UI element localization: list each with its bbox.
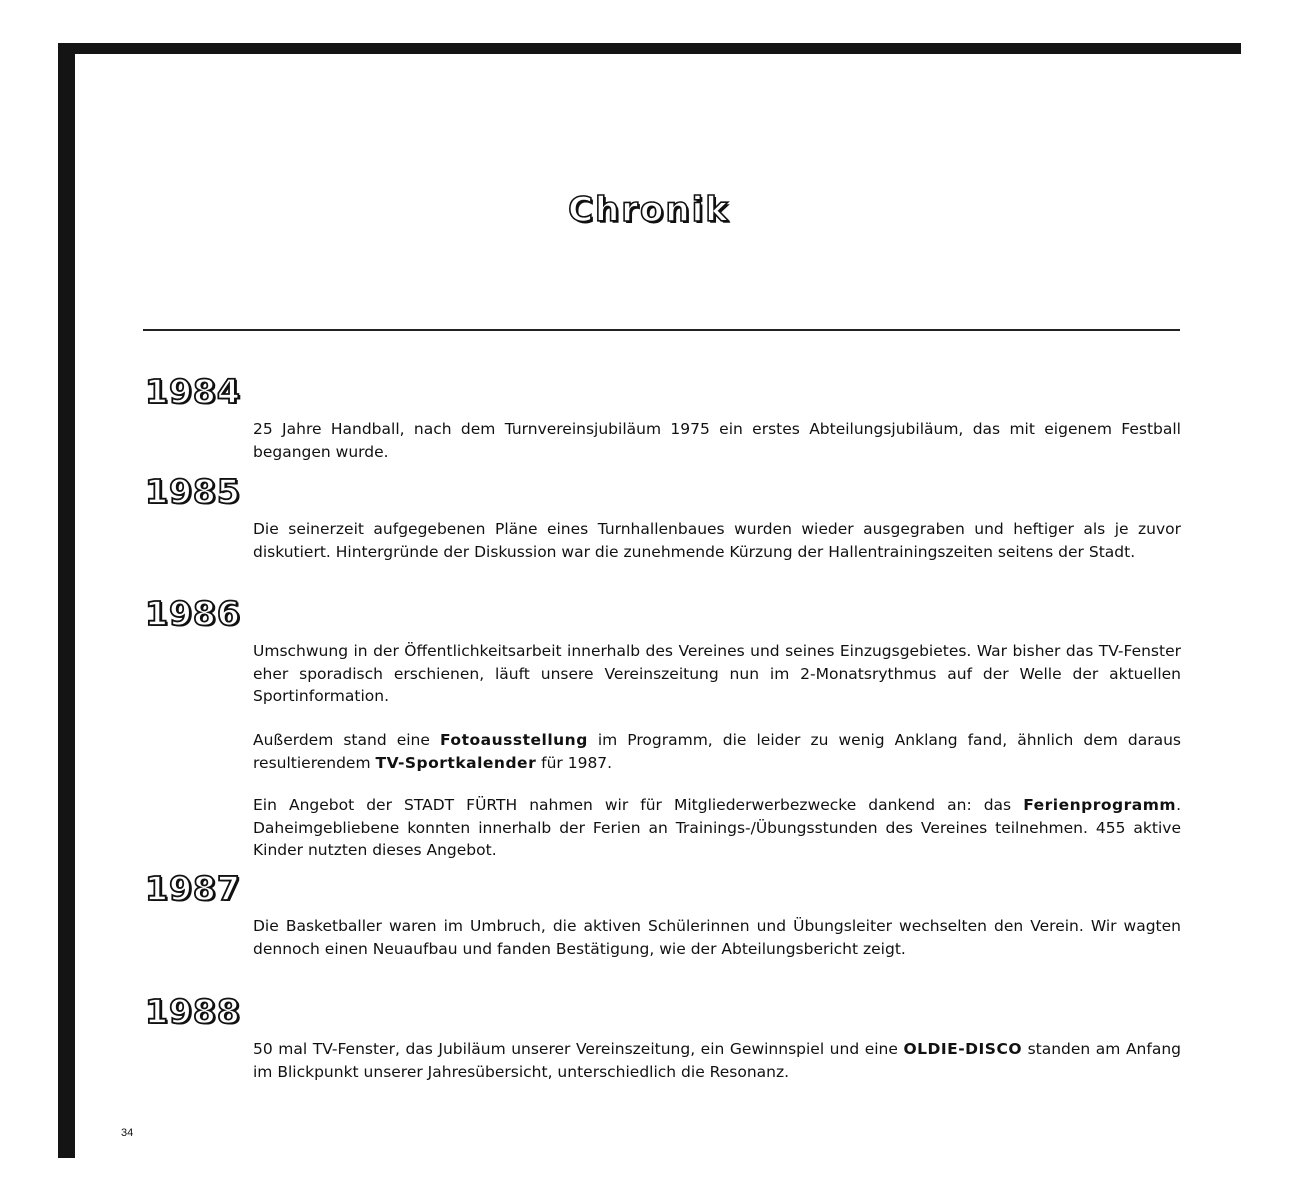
- year-heading-1984: 1984: [145, 372, 241, 411]
- highlight-oldie-disco: OLDIE-DISCO: [903, 1040, 1023, 1058]
- paragraph-1986-2: [253, 729, 1181, 774]
- year-heading-1986: 1986: [145, 594, 241, 633]
- page-title: Chronik: [568, 190, 730, 230]
- text-run: für 1987.: [536, 753, 613, 772]
- year-heading-1985: 1985: [145, 472, 241, 511]
- year-heading-1988: 1988: [145, 992, 241, 1031]
- paragraph-1987: Die Basketballer waren im Umbruch, die aktiven Schülerinnen und Übungsleiter wechselten den Verein. Wir wagten dennoch einen Neuaufbau und fanden Bestätigung, wie der Abteilungsbericht zeigt.: [253, 917, 1181, 958]
- page-frame-top-bar: [72, 43, 1241, 54]
- paragraph-1985: Die seinerzeit aufgegebenen Pläne eines Turnhallenbaues wurden wieder ausgegraben und heftiger als je zuvor diskutiert. Hintergründe der Diskussion war die zunehmende Kürzung der Hallentrainingszeiten seitens der Stadt.: [253, 520, 1181, 561]
- text-run: standen am Anfang im Blickpunkt unserer Jahresübersicht, unterschiedlich die Resonanz.: [253, 1040, 1181, 1081]
- paragraph-1984: 25 Jahre Handball, nach dem Turnvereinsjubiläum 1975 ein erstes Abteilungsjubiläum, das mit eigenem Festball begangen wurde.: [253, 420, 1181, 461]
- highlight-fotoausstellung: Fotoausstellung: [439, 731, 588, 749]
- page-number: 34: [121, 1127, 134, 1139]
- text-run: Außerdem stand eine: [253, 731, 440, 749]
- highlight-sportkalender: TV-Sportkalender: [375, 753, 537, 772]
- text-run: im Programm, die leider zu wenig Anklang fand, ähnlich dem daraus resultierendem: [253, 731, 1181, 772]
- title-divider: [143, 329, 1180, 331]
- text-run: . Daheimgebliebene konnten innerhalb der Ferien an Trainings-/Übungsstunden des Vereines teilnehmen. 455 aktive Kinder nutzten dieses Angebot.: [253, 796, 1181, 859]
- paragraph-1986-1: Umschwung in der Öffentlichkeitsarbeit innerhalb des Vereines und seines Einzugsgebietes. War bisher das TV-Fenster eher sporadisch erschienen, läuft unsere Vereinszeitung nun im 2-Monatsrythmus auf der Welle der aktuellen Sportinformation.: [253, 642, 1181, 705]
- text-run: Ein Angebot der STADT FÜRTH nahmen wir für Mitgliederwerbezwecke dankend an: das: [253, 796, 1024, 814]
- paragraph-1986-3: [253, 794, 1181, 862]
- paragraph-1988: [253, 1038, 1181, 1083]
- year-heading-1987: 1987: [145, 869, 241, 908]
- highlight-ferienprogramm: Ferienprogramm: [1023, 796, 1177, 814]
- text-run: 50 mal TV-Fenster, das Jubiläum unserer Vereinszeitung, ein Gewinnspiel und eine: [253, 1040, 904, 1058]
